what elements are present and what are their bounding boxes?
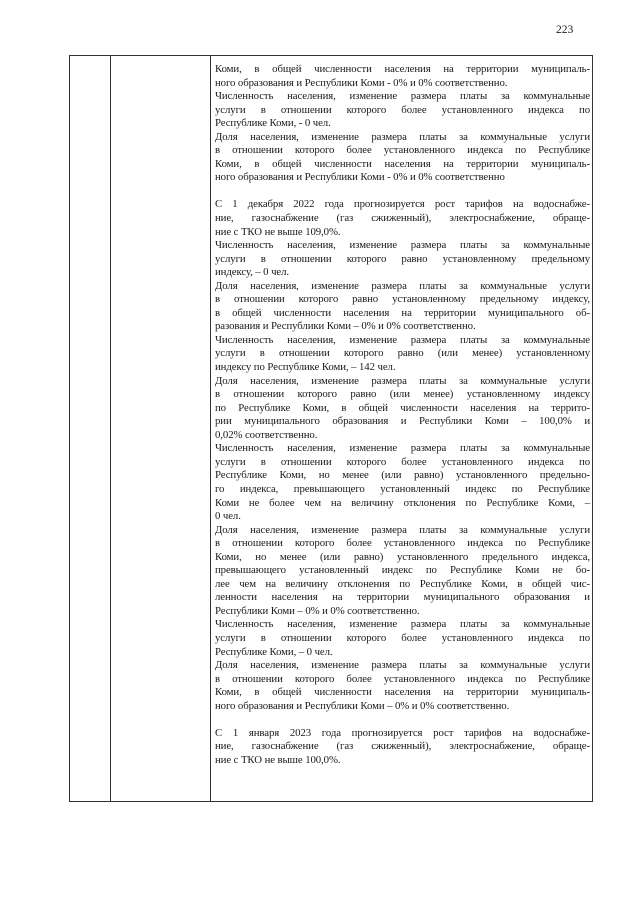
text-line: Коми, в общей численности населения на территории муниципаль- (215, 686, 590, 699)
text-line: Доля населения, изменение размера платы за коммунальные услуги (215, 130, 590, 143)
blank-line (215, 713, 590, 727)
text-line: Численность населения, изменение размера платы за коммунальные (215, 442, 590, 455)
table-column-divider (210, 56, 211, 801)
text-line: Коми, в общей численности населения на территории муниципаль- (215, 63, 590, 75)
text-line: Численность населения, изменение размера платы за коммунальные (215, 333, 590, 346)
text-line: го индекса, превышающего установленный индекс по Республике (215, 482, 590, 495)
text-line: в отношении которого более установленного индекса по Республике (215, 144, 590, 157)
text-line: индексу, – 0 чел. (215, 266, 289, 279)
text-line: Доля населения, изменение размера платы за коммунальные услуги (215, 659, 590, 672)
text-line: услуги в отношении которого равно (или менее) установленному (215, 347, 590, 360)
text-line: 0 чел. (215, 510, 241, 523)
text-line: Численность населения, изменение размера платы за коммунальные (215, 239, 590, 252)
text-line: в отношении которого равно (или менее) установленному индексу (215, 388, 590, 401)
text-line: Доля населения, изменение размера платы за коммунальные услуги (215, 374, 590, 387)
text-line: Доля населения, изменение размера платы за коммунальные услуги (215, 523, 590, 536)
text-line: Республики Коми – 0% и 0% соответственно. (215, 604, 420, 617)
text-line: индексу по Республике Коми, – 142 чел. (215, 361, 396, 374)
text-line: ного образования и Республики Коми - 0% и 0% соответственно. (215, 76, 508, 89)
text-line: разования и Республики Коми – 0% и 0% соответственно. (215, 320, 476, 333)
text-line: в отношении которого более установленного индекса по Республике (215, 537, 590, 550)
text-line: Доля населения, изменение размера платы за коммунальные услуги (215, 279, 590, 292)
text-line: Численность населения, изменение размера платы за коммунальные (215, 90, 590, 103)
text-line: Коми, но менее (или равно) установленного предельного индекса, (215, 550, 590, 563)
table-cell-text (215, 63, 590, 767)
document-table (69, 55, 593, 802)
text-line: ние, газоснабжение (газ сжиженный), электроснабжение, обраще- (215, 740, 590, 753)
text-line: Республике Коми, – 0 чел. (215, 645, 333, 658)
text-line: ного образования и Республики Коми – 0% и 0% соответственно. (215, 699, 510, 712)
text-line: Республике Коми, но менее (или равно) установленного предельно- (215, 469, 590, 482)
text-line: в отношении которого более установленного индекса по Республике (215, 672, 590, 685)
text-line: лее чем на величину отклонения по Республике Коми, в общей чис- (215, 577, 590, 590)
table-column-divider (110, 56, 111, 801)
text-line: услуги в отношении которого более установленного индекса по (215, 103, 590, 116)
text-line: Численность населения, изменение размера платы за коммунальные (215, 618, 590, 631)
text-line: в общей численности населения на территории муниципального об- (215, 306, 590, 319)
text-line: превышающего установленный индекс по Республике Коми не бо- (215, 564, 590, 577)
text-line: ние с ТКО не выше 109,0%. (215, 225, 341, 238)
page-number: 223 (556, 24, 574, 36)
text-line: С 1 января 2023 года прогнозируется рост тарифов на водоснабже- (215, 726, 590, 739)
text-line: С 1 декабря 2022 года прогнозируется рост тарифов на водоснабже- (215, 198, 590, 211)
text-line: ние с ТКО не выше 100,0%. (215, 753, 341, 766)
text-line: услуги в отношении которого более установленного индекса по (215, 455, 590, 468)
text-line: 0,02% соответственно. (215, 428, 318, 441)
text-line: ленности населения на территории муниципального образования и (215, 591, 590, 604)
text-line: услуги в отношении которого более установленного индекса по (215, 631, 590, 644)
text-line: услуги в отношении которого равно установленному предельному (215, 252, 590, 265)
text-line: Коми, в общей численности населения на территории муниципаль- (215, 157, 590, 170)
text-line: по Республике Коми, в общей численности населения на террито- (215, 401, 590, 414)
text-line: рии муниципального образования и Республики Коми – 100,0% и (215, 415, 590, 428)
blank-line (215, 185, 590, 199)
text-line: ние, газоснабжение (газ сжиженный), электроснабжение, обраще- (215, 212, 590, 225)
text-line: Республике Коми, - 0 чел. (215, 117, 331, 130)
text-line: в отношении которого равно установленному предельному индексу, (215, 293, 590, 306)
text-line: ного образования и Республики Коми - 0% и 0% соответственно (215, 171, 505, 184)
text-line: Коми не более чем на величину отклонения по Республике Коми, – (215, 496, 590, 509)
